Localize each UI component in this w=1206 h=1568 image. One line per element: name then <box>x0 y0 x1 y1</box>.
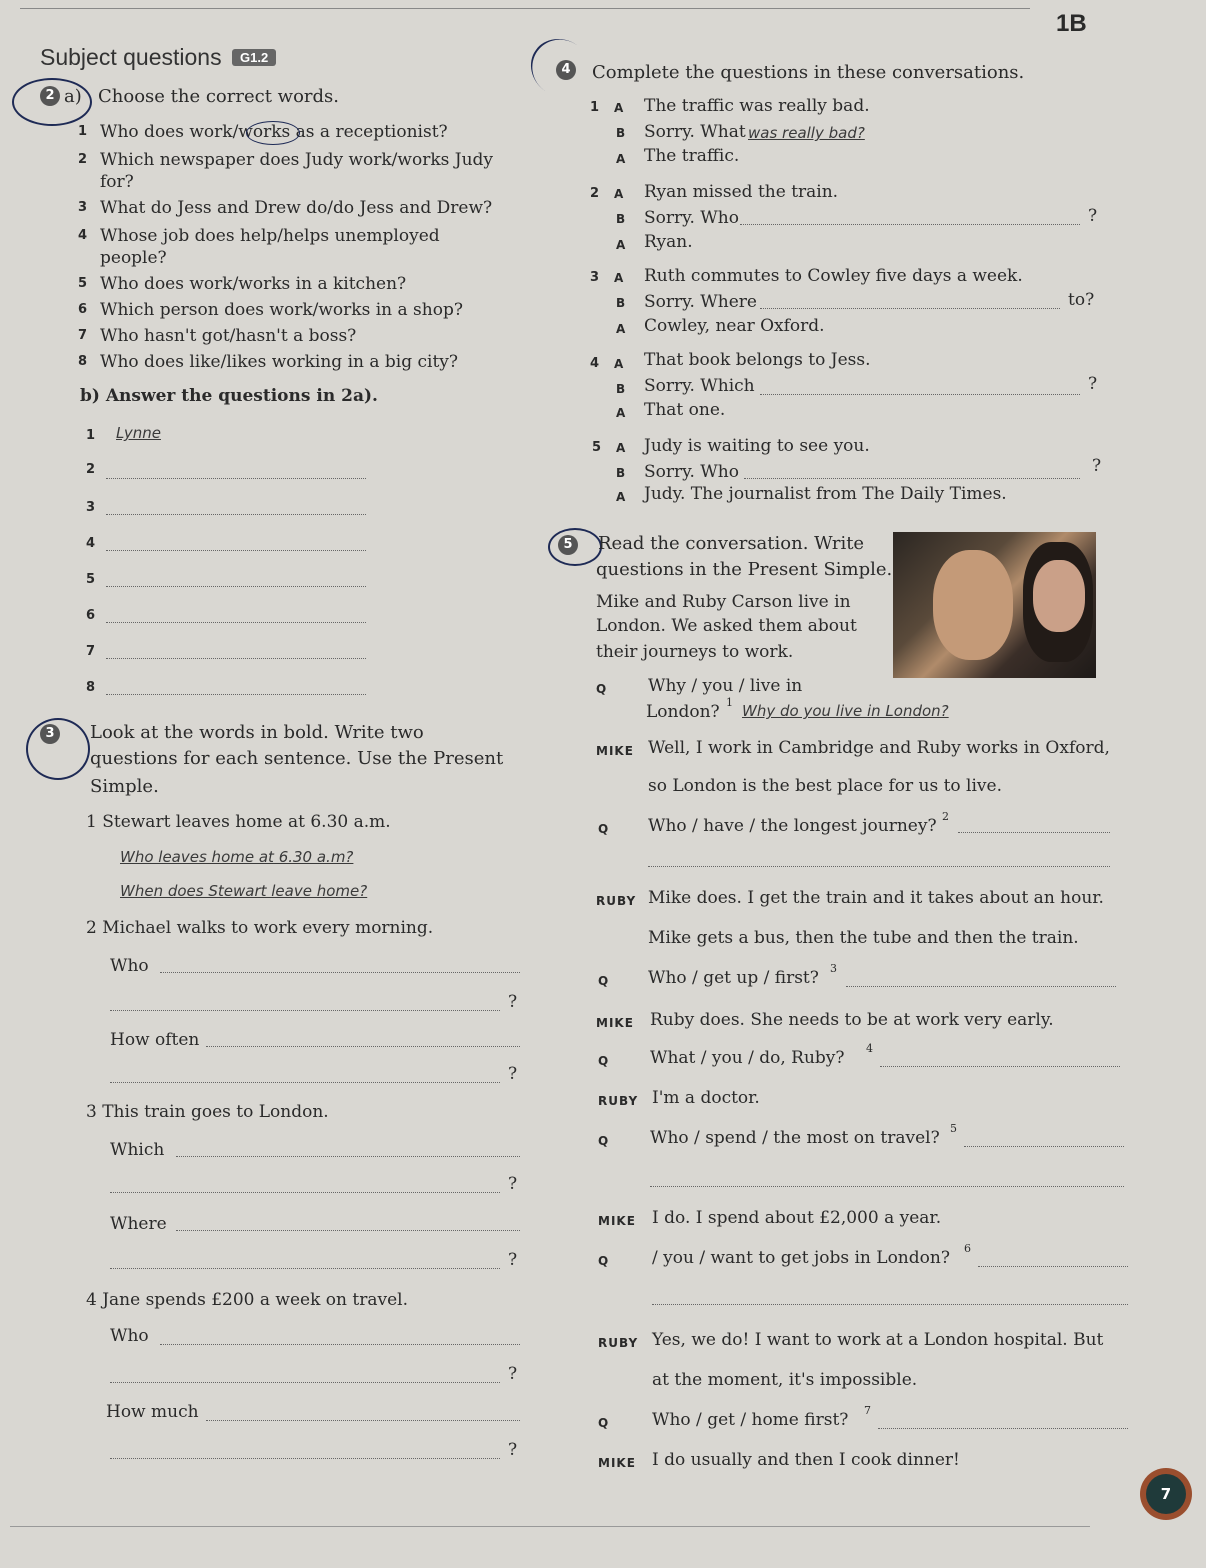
ex3-answer-field[interactable] <box>110 1082 500 1083</box>
conv5-b: Sorry. Who <box>644 462 739 482</box>
speaker-q: Q <box>596 682 608 696</box>
conv3-end: to? <box>1068 290 1095 310</box>
speaker-a: A <box>616 490 627 504</box>
ex5-intro-line2: London. We asked them about <box>596 616 857 636</box>
speaker-a: A <box>616 238 627 252</box>
ex3-instruction-line3: Simple. <box>90 776 159 797</box>
item-number: 7 <box>78 328 88 343</box>
conv3-answer-field[interactable] <box>760 308 1060 309</box>
conv3-b: Sorry. Where <box>644 292 757 312</box>
item-text: people? <box>100 248 167 268</box>
q3-number: 3 <box>830 962 837 975</box>
speaker-a: A <box>616 152 627 166</box>
answer-number: 1 <box>86 428 96 443</box>
ex3-answer-1a[interactable]: Who leaves home at 6.30 a.m? <box>120 848 354 866</box>
conv5-answer-field[interactable] <box>744 478 1080 479</box>
ex3-answer-1b[interactable]: When does Stewart leave home? <box>120 882 368 900</box>
item-text: Which person does work/works in a shop? <box>100 300 463 320</box>
answer-number: 6 <box>86 608 96 623</box>
speaker-mike: MIKE <box>598 1214 636 1228</box>
conv1-a: The traffic was really bad. <box>644 96 870 116</box>
exercise-4-badge: 4 <box>556 60 576 80</box>
item-number: 1 <box>78 124 88 139</box>
answer-field[interactable] <box>106 550 366 551</box>
conv3-a: Ruth commutes to Cowley five days a week. <box>644 266 1023 286</box>
ex3-answer-field[interactable] <box>176 1230 520 1231</box>
section-title: Subject questions <box>40 44 222 70</box>
item-text: What do Jess and Drew do/do Jess and Drew? <box>100 198 493 218</box>
ex2a-instruction: Choose the correct words. <box>98 86 339 107</box>
q4-number: 4 <box>866 1042 873 1055</box>
speaker-b: B <box>616 126 627 140</box>
conv2-b: Sorry. Who <box>644 208 739 228</box>
page-number: 7 <box>1146 1474 1186 1514</box>
q1-number: 1 <box>726 696 733 709</box>
speaker-a: A <box>616 322 627 336</box>
ex3-answer-field[interactable] <box>110 1458 500 1459</box>
speaker-a: A <box>614 271 625 285</box>
mike-line-4: I do usually and then I cook dinner! <box>652 1450 960 1470</box>
conv5-end: ? <box>1092 456 1102 476</box>
conv-number: 4 <box>590 356 600 371</box>
q6-number: 6 <box>964 1242 971 1255</box>
item-text: Whose job does help/helps unemployed <box>100 226 440 246</box>
ex3-prompt-2a: Who <box>110 956 149 976</box>
question-mark: ? <box>508 1250 518 1270</box>
couple-photo <box>893 532 1096 678</box>
conv4-a2: That one. <box>644 400 726 420</box>
item-text: for? <box>100 172 134 192</box>
ex3-answer-field[interactable] <box>160 1344 520 1345</box>
q1-prompt-line1: Why / you / live in <box>648 676 803 696</box>
item-number: 3 <box>78 200 88 215</box>
ex3-sentence-1: 1 Stewart leaves home at 6.30 a.m. <box>86 812 391 832</box>
ruby-line-3: Yes, we do! I want to work at a London hospital. But <box>652 1330 1104 1350</box>
q1-prompt-line2: London? <box>646 702 720 722</box>
conv2-end: ? <box>1088 206 1098 226</box>
item-number: 4 <box>78 228 88 243</box>
q2-prompt: Who / have / the longest journey? <box>648 816 937 836</box>
conv1-b: Sorry. What <box>644 122 746 142</box>
mike-line-2: Ruby does. She needs to be at work very early. <box>650 1010 1054 1030</box>
q6-prompt: / you / want to get jobs in London? <box>652 1248 950 1268</box>
q3-prompt: Who / get up / first? <box>648 968 819 988</box>
conv1-a2: The traffic. <box>644 146 740 166</box>
mike-line-3: I do. I spend about £2,000 a year. <box>652 1208 942 1228</box>
conv4-b: Sorry. Which <box>644 376 755 396</box>
question-mark: ? <box>508 1440 518 1460</box>
conv2-a: Ryan missed the train. <box>644 182 839 202</box>
ex3-answer-field[interactable] <box>206 1046 520 1047</box>
q5-prompt: Who / spend / the most on travel? <box>650 1128 940 1148</box>
speaker-ruby: RUBY <box>598 1094 639 1108</box>
ex4-instruction: Complete the questions in these conversations. <box>592 62 1025 83</box>
speaker-q: Q <box>598 1054 610 1068</box>
q7-number: 7 <box>864 1404 871 1417</box>
speaker-b: B <box>616 382 627 396</box>
conv-number: 2 <box>590 186 600 201</box>
question-mark: ? <box>508 1174 518 1194</box>
speaker-mike: MIKE <box>598 1456 636 1470</box>
ex5-intro-line3: their journeys to work. <box>596 642 794 662</box>
ex5-instruction-line1: Read the conversation. Write <box>598 533 865 554</box>
ex3-answer-field[interactable] <box>176 1156 520 1157</box>
q2-answer-field[interactable] <box>958 832 1110 833</box>
ex3-answer-field[interactable] <box>160 972 520 973</box>
mike-line-1: Well, I work in Cambridge and Ruby works in Oxford, <box>648 738 1110 758</box>
answer-field[interactable] <box>106 694 366 695</box>
speaker-q: Q <box>598 1134 610 1148</box>
ex3-instruction-line2: questions for each sentence. Use the Present <box>90 748 504 769</box>
answer-number: 3 <box>86 500 96 515</box>
ex2a-label: a) <box>64 86 82 107</box>
item-text: Who does work/works as a receptionist? <box>100 122 448 142</box>
answer-field[interactable] <box>106 658 366 659</box>
speaker-ruby: RUBY <box>596 894 637 908</box>
q5-number: 5 <box>950 1122 957 1135</box>
ex2b-instruction: b) Answer the questions in 2a). <box>80 386 378 406</box>
question-mark: ? <box>508 992 518 1012</box>
ex3-prompt-4b: How much <box>106 1402 199 1422</box>
ex3-answer-field[interactable] <box>110 1382 500 1383</box>
speaker-b: B <box>616 212 627 226</box>
speaker-a: A <box>616 406 627 420</box>
answer-number: 8 <box>86 680 96 695</box>
q2-answer-field-2[interactable] <box>648 866 1110 867</box>
conv4-end: ? <box>1088 374 1098 394</box>
item-number: 5 <box>78 276 88 291</box>
answer-number: 7 <box>86 644 96 659</box>
speaker-a: A <box>614 357 625 371</box>
speaker-a: A <box>616 441 627 455</box>
q4-answer-field[interactable] <box>880 1066 1120 1067</box>
ruby-line-2: I'm a doctor. <box>652 1088 760 1108</box>
item-text: Who hasn't got/hasn't a boss? <box>100 326 357 346</box>
conv-number: 1 <box>590 100 600 115</box>
exercise-5-badge: 5 <box>558 535 578 555</box>
ex3-prompt-3a: Which <box>110 1140 165 1160</box>
answer-number: 5 <box>86 572 96 587</box>
ink-circle-ex3 <box>26 718 90 780</box>
speaker-q: Q <box>598 822 610 836</box>
speaker-mike: MIKE <box>596 744 634 758</box>
ink-mark-ex4 <box>520 27 603 108</box>
speaker-q: Q <box>598 974 610 988</box>
unit-label: 1B <box>1056 10 1087 37</box>
ex3-sentence-4: 4 Jane spends £200 a week on travel. <box>86 1290 408 1310</box>
item-number: 2 <box>78 152 88 167</box>
conv5-a2: Judy. The journalist from The Daily Times. <box>644 484 1007 504</box>
answer-number: 2 <box>86 462 96 477</box>
ex3-sentence-2: 2 Michael walks to work every morning. <box>86 918 434 938</box>
ex3-answer-field[interactable] <box>110 1192 500 1193</box>
q4-prompt: What / you / do, Ruby? <box>650 1048 845 1068</box>
answer-field[interactable]: Lynne <box>116 424 161 442</box>
ex3-answer-field[interactable] <box>206 1420 520 1421</box>
ex3-answer-field[interactable] <box>110 1010 500 1011</box>
ink-circle-works <box>246 121 300 145</box>
q6-answer-field-2[interactable] <box>652 1304 1128 1305</box>
exercise-3-badge: 3 <box>40 724 60 744</box>
conv2-a2: Ryan. <box>644 232 693 252</box>
ruby-line-1b: Mike gets a bus, then the tube and then the train. <box>648 928 1079 948</box>
q7-prompt: Who / get / home first? <box>652 1410 849 1430</box>
conv4-a: That book belongs to Jess. <box>644 350 871 370</box>
conv3-a2: Cowley, near Oxford. <box>644 316 825 336</box>
ex3-answer-field[interactable] <box>110 1268 500 1269</box>
mike-line-1b: so London is the best place for us to live. <box>648 776 1003 796</box>
item-number: 8 <box>78 354 88 369</box>
speaker-q: Q <box>598 1416 610 1430</box>
conv1-answer[interactable]: was really bad? <box>748 124 865 142</box>
conv-number: 3 <box>590 270 600 285</box>
ex5-intro-line1: Mike and Ruby Carson live in <box>596 592 851 612</box>
ink-circle-ex5 <box>548 528 602 566</box>
ex3-prompt-4a: Who <box>110 1326 149 1346</box>
speaker-a: A <box>614 187 625 201</box>
q2-number: 2 <box>942 810 949 823</box>
ruby-line-3b: at the moment, it's impossible. <box>652 1370 918 1390</box>
top-rule <box>20 8 1030 9</box>
speaker-b: B <box>616 466 627 480</box>
speaker-q: Q <box>598 1254 610 1268</box>
ruby-line-1: Mike does. I get the train and it takes about an hour. <box>648 888 1104 908</box>
ex3-instruction-line1: Look at the words in bold. Write two <box>90 722 424 743</box>
item-text: Which newspaper does Judy work/works Judy <box>100 150 494 170</box>
q6-answer-field[interactable] <box>978 1266 1128 1267</box>
ex3-sentence-3: 3 This train goes to London. <box>86 1102 329 1122</box>
q1-answer[interactable]: Why do you live in London? <box>742 702 949 720</box>
grammar-reference-tag: G1.2 <box>232 49 276 66</box>
answer-field[interactable] <box>106 622 366 623</box>
q3-answer-field[interactable] <box>846 986 1116 987</box>
item-text: Who does like/likes working in a big city? <box>100 352 459 372</box>
answer-field[interactable] <box>106 478 366 479</box>
item-text: Who does work/works in a kitchen? <box>100 274 407 294</box>
question-mark: ? <box>508 1064 518 1084</box>
bottom-rule <box>10 1526 1090 1527</box>
answer-field[interactable] <box>106 514 366 515</box>
conv-number: 5 <box>592 440 602 455</box>
ex5-instruction-line2: questions in the Present Simple. <box>596 559 893 580</box>
conv5-a: Judy is waiting to see you. <box>644 436 870 456</box>
q5-answer-field[interactable] <box>964 1146 1124 1147</box>
item-number: 6 <box>78 302 88 317</box>
answer-number: 4 <box>86 536 96 551</box>
conv4-answer-field[interactable] <box>760 394 1080 395</box>
exercise-2-badge: 2 <box>40 86 60 106</box>
speaker-a: A <box>614 101 625 115</box>
speaker-b: B <box>616 296 627 310</box>
q7-answer-field[interactable] <box>878 1428 1128 1429</box>
question-mark: ? <box>508 1364 518 1384</box>
ex3-prompt-2b: How often <box>110 1030 200 1050</box>
answer-field[interactable] <box>106 586 366 587</box>
speaker-mike: MIKE <box>596 1016 634 1030</box>
conv2-answer-field[interactable] <box>740 224 1080 225</box>
ex3-prompt-3b: Where <box>110 1214 167 1234</box>
speaker-ruby: RUBY <box>598 1336 639 1350</box>
q5-answer-field-2[interactable] <box>650 1186 1124 1187</box>
